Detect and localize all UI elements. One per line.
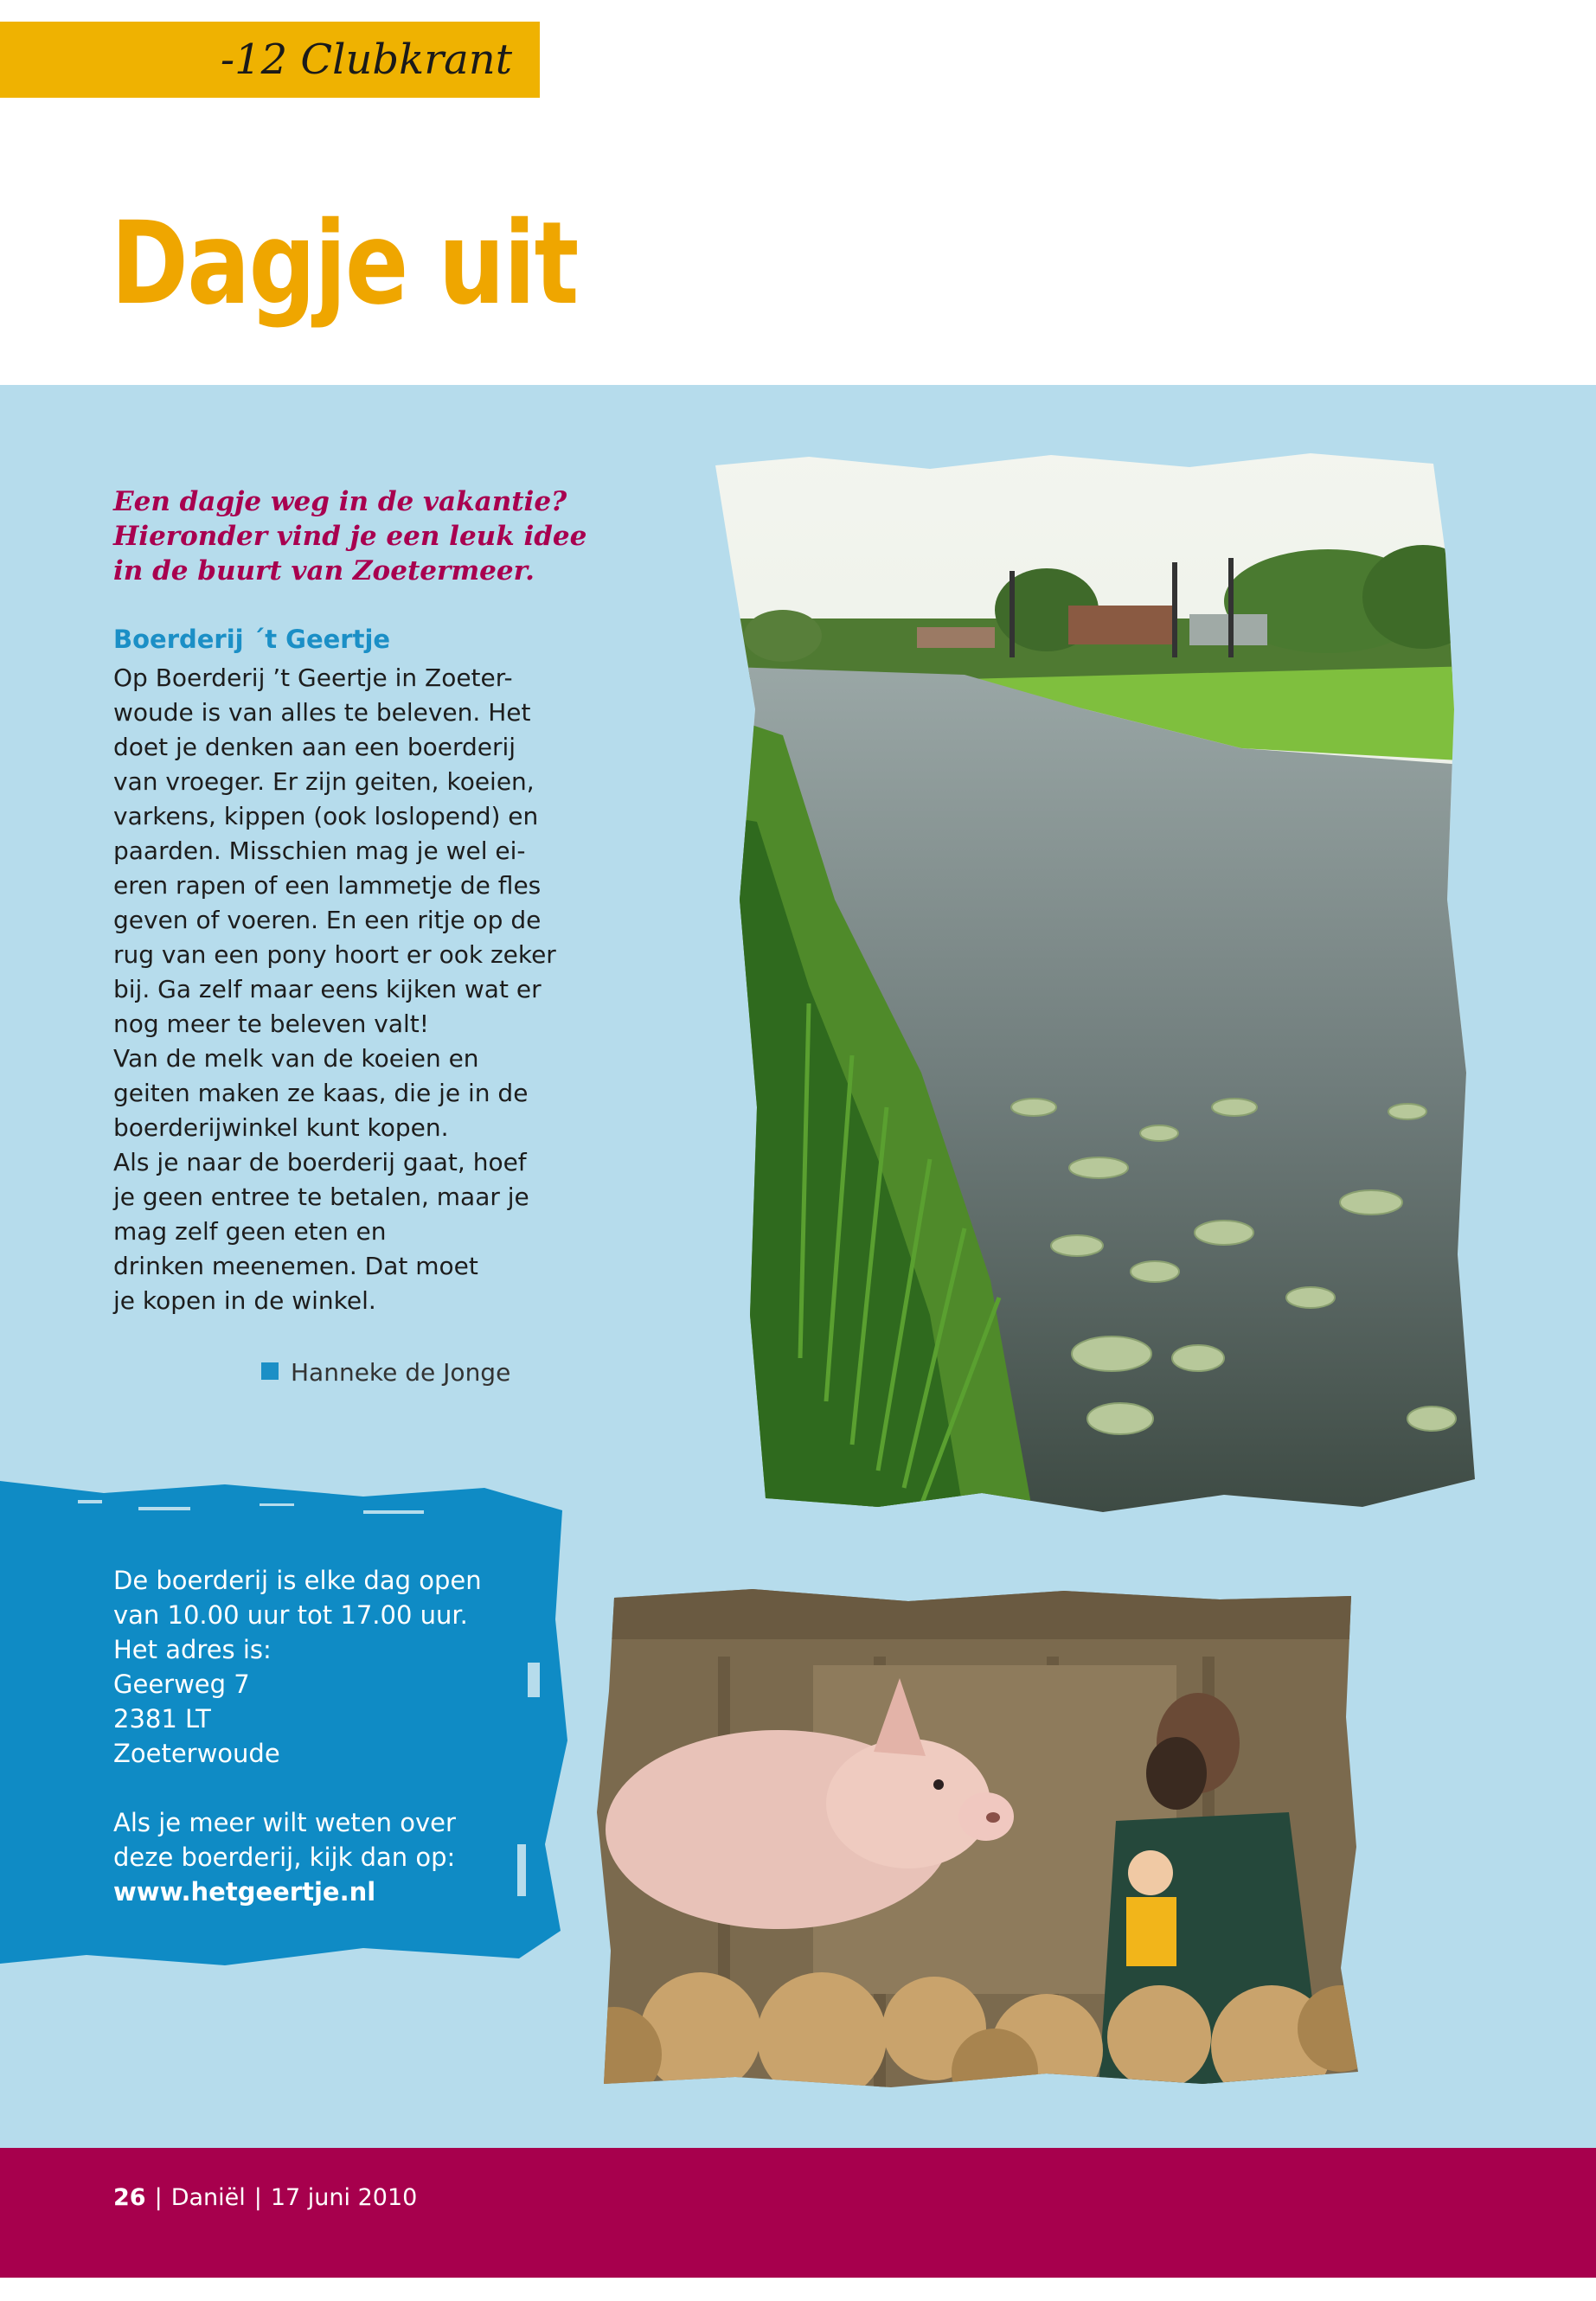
opening-hours-line-1: De boerderij is elke dag open: [113, 1566, 482, 1595]
page-title: Dagje uit: [111, 197, 578, 330]
more-info-line-1: Als je meer wilt weten over: [113, 1808, 456, 1837]
address-postcode: 2381 LT: [113, 1704, 211, 1734]
footer-bar: [0, 2148, 1596, 2278]
more-info-line-2: deze boerderij, kijk dan op:: [113, 1843, 456, 1872]
website-link[interactable]: www.hetgeertje.nl: [113, 1877, 376, 1907]
info-text: [113, 1563, 529, 1909]
article-intro: Een dagje weg in de vakantie? Hieronder vind je een leuk idee in de buurt van Zoetermeer.: [113, 486, 587, 586]
pig-and-children-photo: [597, 1587, 1358, 2089]
article-author: [261, 1358, 510, 1387]
publication-name: Daniël: [170, 2184, 246, 2211]
section-label: -12 Clubkrant: [220, 35, 512, 84]
canal-photo: [705, 450, 1475, 1518]
address-street: Geerweg 7: [113, 1670, 250, 1699]
article-subhead: Boerderij ´t Geertje: [113, 625, 391, 654]
page-number: 26: [113, 2184, 146, 2211]
canal-landscape-photo: [705, 450, 1475, 1518]
author-name: Hanneke de Jonge: [291, 1358, 511, 1387]
address-city: Zoeterwoude: [113, 1739, 280, 1768]
article-body: Op Boerderij ’t Geertje in Zoeter- woude is van alles te beleven. Het doet je denken aan een boerderij van vroeger. Er zijn geiten, koeien, varkens, kippen (ook loslopend) en paarden. Misschien mag je wel ei- eren rapen of een lammetje de fles geven of voeren. En een ritje op de rug van een pony hoort er ook zeker bij. Ga zelf maar eens kijken wat er nog meer te beleven valt! Van de melk van de koeien en geiten maken ze kaas, die je in de boerderijwinkel kunt kopen. Als je naar de boerderij gaat, hoef je geen entree te betalen, maar je mag zelf geen eten en drinken meenemen. Dat moet je kopen in de winkel.: [113, 663, 556, 1315]
pig-photo: [597, 1587, 1358, 2089]
address-label: Het adres is:: [113, 1635, 272, 1664]
opening-hours-line-2: van 10.00 uur tot 17.00 uur.: [113, 1600, 468, 1630]
section-tab: [0, 22, 540, 98]
author-marker-icon: [261, 1362, 279, 1380]
footer-text: 26 | Daniël | 17 juni 2010: [113, 2184, 418, 2211]
publication-date: 17 juni 2010: [270, 2184, 418, 2211]
